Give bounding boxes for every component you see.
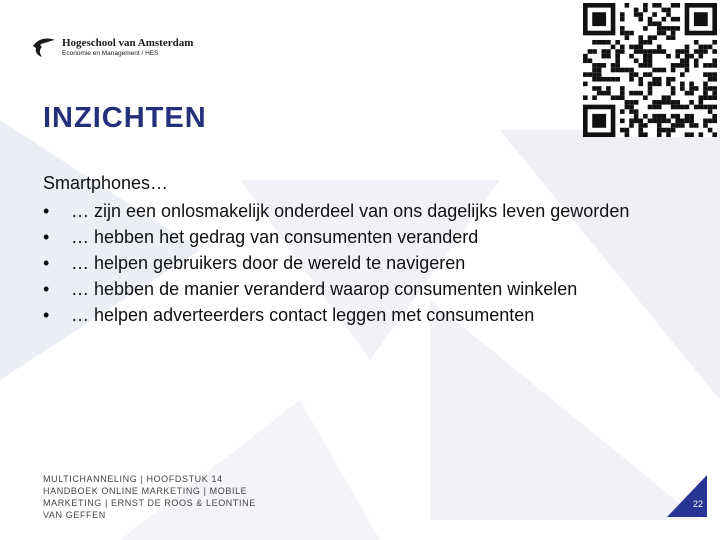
intro-text: Smartphones… — [43, 173, 169, 193]
slide-content — [43, 170, 653, 328]
bullet-text: … hebben de manier veranderd waarop consumenten winkelen — [71, 279, 578, 299]
bullet-text: … zijn een onlosmakelijk onderdeel van ons dagelijks leven geworden — [71, 201, 630, 221]
footer-text: MULTICHANNELING | HOOFDSTUK 14 HANDBOEK ONLINE MARKETING | MOBILE MARKETING | ERNST DE ROOS & LEONTINE VAN GEFFEN — [43, 474, 256, 520]
list-item — [43, 250, 653, 276]
qr-code — [583, 3, 717, 137]
bullet-text: … helpen gebruikers door de wereld te navigeren — [71, 253, 466, 273]
page-number-badge — [667, 475, 707, 517]
bullet-text: … helpen adverteerders contact leggen met consumenten — [71, 305, 535, 325]
bullet-text: … hebben het gedrag van consumenten veranderd — [71, 227, 479, 247]
bullet-icon: • — [43, 253, 50, 273]
logo-name: Hogeschool van Amsterdam — [62, 36, 194, 49]
slide-title: INZICHTEN — [43, 102, 207, 134]
bullet-icon: • — [43, 201, 50, 221]
list-item — [43, 224, 653, 250]
list-item — [43, 302, 653, 328]
bullet-icon: • — [43, 279, 50, 299]
bullet-icon: • — [43, 227, 50, 247]
bullet-list — [43, 198, 653, 328]
page-number: 22 — [692, 499, 703, 509]
hva-logo — [32, 36, 193, 58]
list-item — [43, 198, 653, 224]
wings-logo-icon — [32, 36, 56, 58]
bullet-icon: • — [43, 305, 50, 325]
page-corner-triangle — [667, 475, 707, 517]
logo-subtitle: Economie en Management / HES — [62, 49, 159, 57]
list-item — [43, 276, 653, 302]
